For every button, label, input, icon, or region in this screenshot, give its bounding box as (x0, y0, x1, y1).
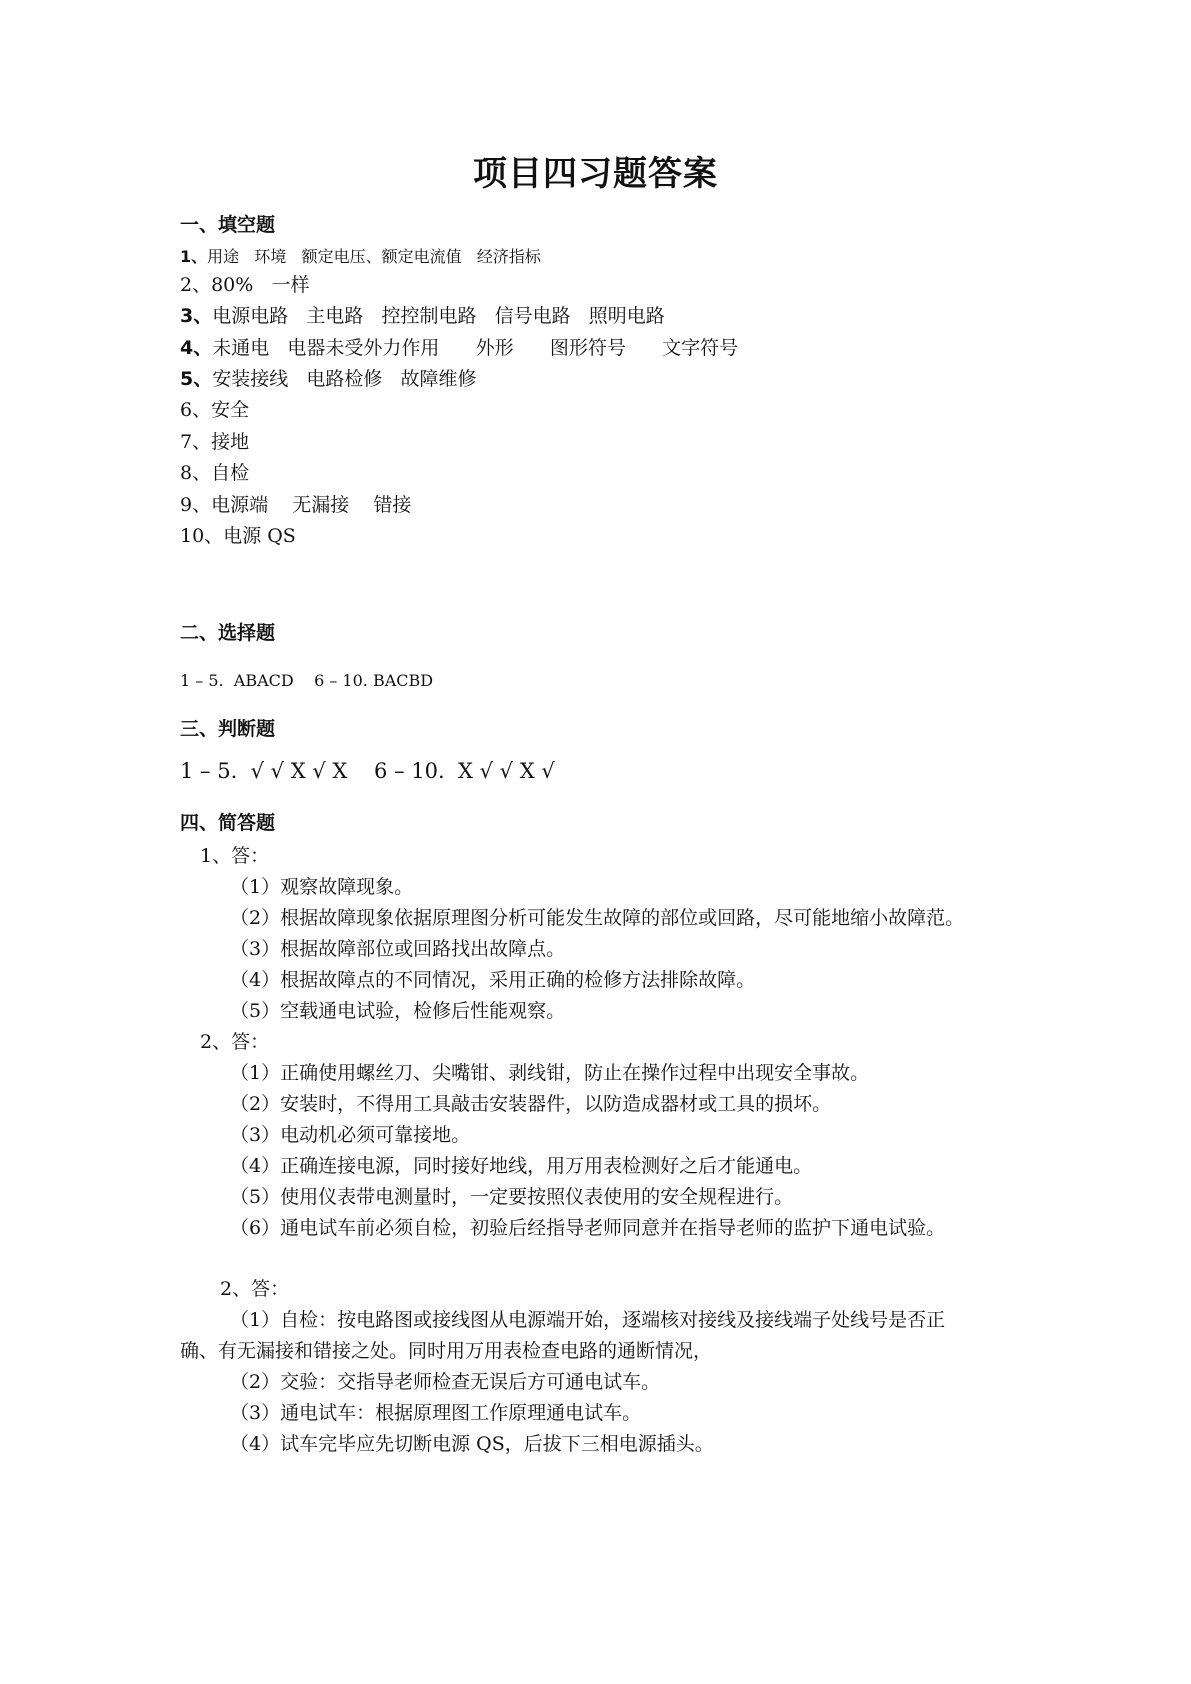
fill-in-item-5 (180, 366, 476, 392)
fill-in-item-1 (180, 244, 541, 270)
item-text: 安装接线 电路检修 故障维修 (212, 368, 477, 390)
fill-in-item-6 (180, 397, 249, 423)
item-text: 接地 (211, 431, 250, 453)
item-text: 电源端 无漏接 错接 (211, 494, 412, 516)
item-number: 7、 (180, 431, 212, 453)
short-answer-2-line: （5）使用仪表带电测量时，一定要按照仪表使用的安全规程进行。 (230, 1186, 794, 1208)
item-number: 8、 (180, 462, 212, 484)
item-text: 80% 一样 (211, 274, 310, 296)
fill-in-item-9 (180, 492, 411, 518)
short-answer-2-label: 2、答： (200, 1031, 270, 1053)
short-answer-1-line: （4）根据故障点的不同情况，采用正确的检修方法排除故障。 (230, 969, 756, 991)
short-answer-3-line: 确、有无漏接和错接之处。同时用万用表检查电路的通断情况， (180, 1340, 713, 1362)
short-answer-2-line: （6）通电试车前必须自检，初验后经指导老师同意并在指导老师的监护下通电试验。 (230, 1217, 946, 1239)
fill-in-item-4 (180, 335, 738, 361)
short-answer-1-line: （5）空载通电试验，检修后性能观察。 (230, 1000, 566, 1022)
fill-in-item-8 (180, 460, 249, 486)
short-answer-3-line: （3）通电试车：根据原理图工作原理通电试车。 (230, 1402, 642, 1424)
item-text: 安全 (211, 399, 250, 421)
item-number: 10、 (180, 525, 224, 547)
short-answer-1-line: （2）根据故障现象依据原理图分析可能发生故障的部位或回路，尽可能地缩小故障范。 (230, 907, 965, 929)
short-answer-3-line: （4）试车完毕应先切断电源 QS，后拔下三相电源插头。 (230, 1433, 714, 1455)
short-answer-3-line: （2）交验：交指导老师检查无误后方可通电试车。 (230, 1371, 661, 1393)
page-title: 项目四习题答案 (473, 154, 718, 194)
short-answer-1-label: 1、答： (200, 845, 270, 867)
item-number: 5、 (180, 368, 213, 390)
short-answer-3-label: 2、答： (220, 1278, 290, 1300)
true-false-heading: 三、判断题 (180, 718, 276, 740)
item-number: 2、 (180, 274, 212, 296)
item-number: 1、 (180, 247, 208, 266)
fill-in-item-10 (180, 523, 296, 549)
short-answer-2-line: （2）安装时，不得用工具敲击安装器件，以防造成器材或工具的损坏。 (230, 1093, 832, 1115)
multiple-choice-answers: 1 – 5. ABACD 6 – 10. BACBD (180, 671, 434, 690)
fill-in-heading: 一、填空题 (180, 214, 276, 236)
item-number: 9、 (180, 494, 212, 516)
short-answer-1-line: （1）观察故障现象。 (230, 876, 414, 898)
fill-in-item-3 (180, 303, 665, 329)
short-answer-2-line: （4）正确连接电源，同时接好地线，用万用表检测好之后才能通电。 (230, 1155, 813, 1177)
item-text: 电源 QS (223, 525, 296, 547)
item-text: 自检 (211, 462, 250, 484)
item-number: 4、 (180, 337, 213, 359)
item-text: 用途 环境 额定电压、额定电流值 经济指标 (207, 247, 541, 266)
item-number: 3、 (180, 305, 213, 327)
short-answer-2-line: （3）电动机必须可靠接地。 (230, 1124, 471, 1146)
short-answer-3-line: （1）自检：按电路图或接线图从电源端开始，逐端核对接线及接线端子处线号是否正 (230, 1309, 946, 1331)
fill-in-item-7 (180, 429, 249, 455)
short-answer-heading: 四、简答题 (180, 812, 276, 834)
item-number: 6、 (180, 399, 212, 421)
item-text: 电源电路 主电路 控控制电路 信号电路 照明电路 (212, 305, 665, 327)
true-false-answers: 1 – 5. √ √ X √ X 6 – 10. X √ √ X √ (180, 759, 555, 783)
multiple-choice-heading: 二、选择题 (180, 622, 276, 644)
short-answer-2-line: （1）正确使用螺丝刀、尖嘴钳、剥线钳，防止在操作过程中出现安全事故。 (230, 1062, 870, 1084)
item-text: 未通电 电器未受外力作用 外形 图形符号 文字符号 (212, 337, 739, 359)
short-answer-1-line: （3）根据故障部位或回路找出故障点。 (230, 938, 566, 960)
fill-in-item-2 (180, 272, 309, 298)
